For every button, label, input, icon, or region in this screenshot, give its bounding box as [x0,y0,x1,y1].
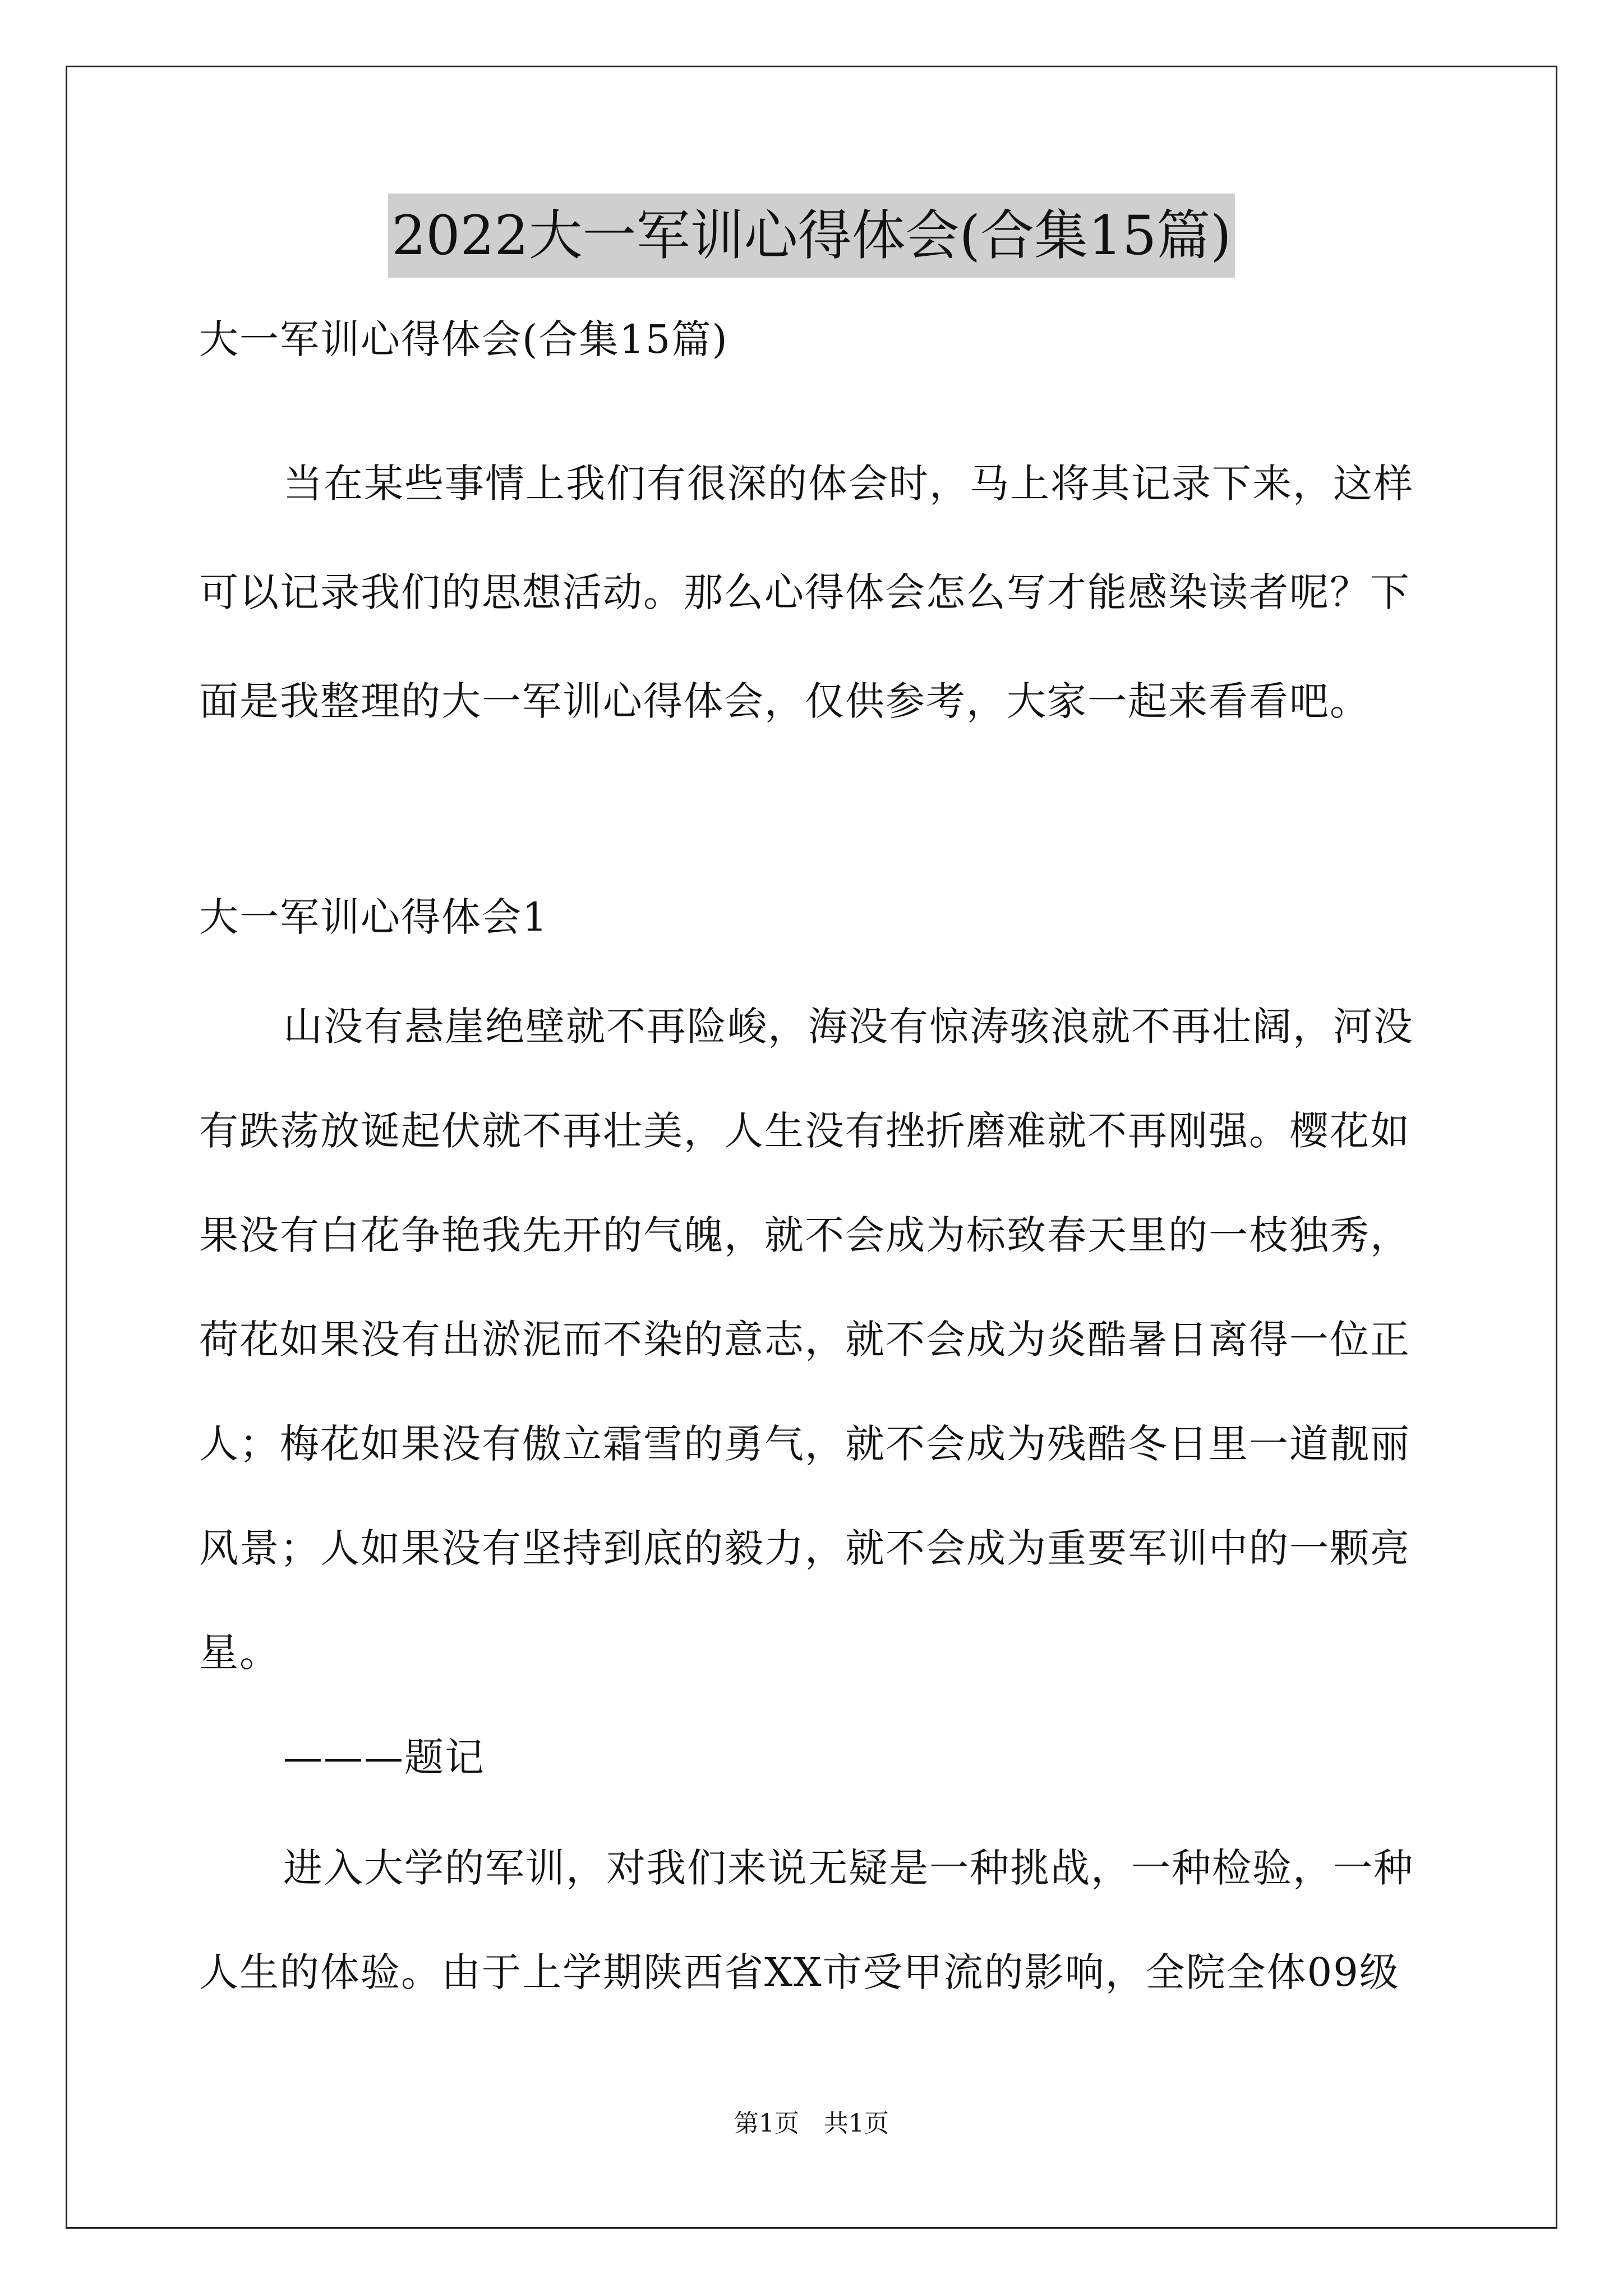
subtitle: 大一军训心得体会(合集15篇) [199,316,728,362]
para1-line-7: 星。 [199,1630,280,1676]
para2-line-1: 进入大学的军训，对我们来说无疑是一种挑战，一种检验，一种 [283,1845,1414,1891]
para1-line-1: 山没有悬崖绝壁就不再险峻，海没有惊涛骇浪就不再壮阔，河没 [283,1004,1414,1050]
page-footer: 第1页 共1页 [734,2109,889,2138]
para1-line-6: 风景；人如果没有坚持到底的毅力，就不会成为重要军训中的一颗亮 [199,1525,1410,1571]
inscription: ———题记 [283,1734,485,1780]
document-title [0,194,1623,278]
intro-line-1: 当在某些事情上我们有很深的体会时，马上将其记录下来，这样 [283,461,1414,507]
section-heading: 大一军训心得体会1 [199,894,548,940]
para1-line-4: 荷花如果没有出淤泥而不染的意志，就不会成为炎酷暑日离得一位正 [199,1317,1410,1363]
intro-line-3: 面是我整理的大一军训心得体会，仅供参考，大家一起来看看吧。 [199,678,1370,724]
para1-line-3: 果没有白花争艳我先开的气魄，就不会成为标致春天里的一枝独秀， [199,1212,1410,1258]
para2-line-2: 人生的体验。由于上学期陕西省XX市受甲流的影响，全院全体09级 [199,1949,1400,1995]
document-title-text: 2022大一军训心得体会(合集15篇) [388,194,1234,278]
para1-line-5: 人；梅花如果没有傲立霜雪的勇气，就不会成为残酷冬日里一道靓丽 [199,1421,1410,1467]
para1-line-2: 有跌荡放诞起伏就不再壮美，人生没有挫折磨难就不再刚强。樱花如 [199,1108,1410,1154]
intro-line-2: 可以记录我们的思想活动。那么心得体会怎么写才能感染读者呢？下 [199,569,1410,615]
